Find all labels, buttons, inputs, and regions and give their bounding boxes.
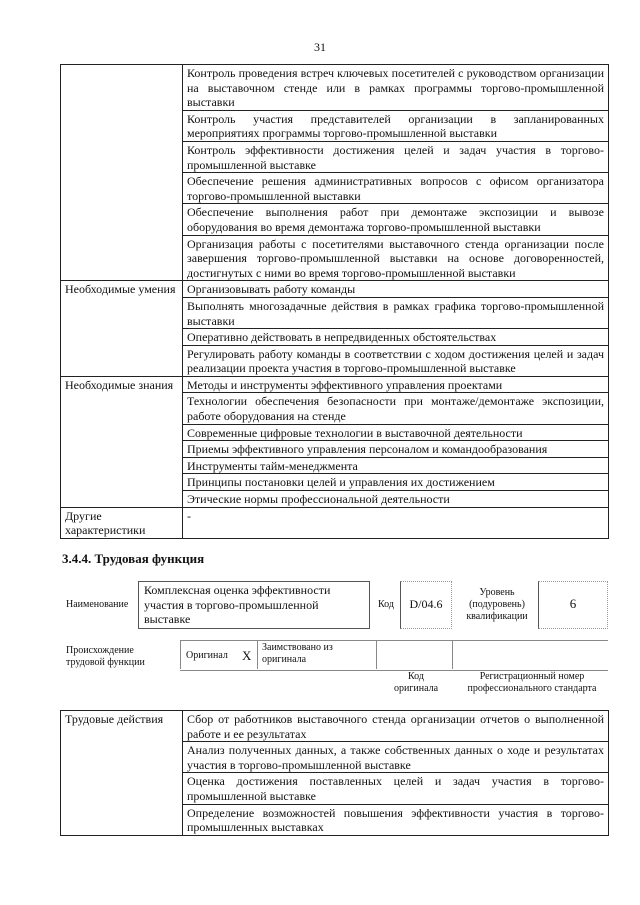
- table-row: [61, 281, 609, 298]
- qualification-level-field: 6: [538, 581, 608, 629]
- table-cell: Принципы постановки целей и управления их достижением: [183, 474, 609, 491]
- table-row: [61, 507, 609, 538]
- section-heading: 3.4.4. Трудовая функция: [62, 551, 205, 566]
- table-cell: Обеспечение выполнения работ при демонтаже экспозиции и вывозе оборудования во время демонтажа торгово-промышленной выставки: [183, 204, 609, 235]
- origin-divider: [376, 640, 377, 669]
- labor-actions-table: [60, 710, 609, 836]
- function-name-field: Комплексная оценка эффективности участия в торгово-промышленной выставке: [138, 581, 370, 629]
- original-checkmark: X: [242, 648, 252, 663]
- table-cell: Приемы эффективного управления персоналом и командообразования: [183, 441, 609, 458]
- table-cell: Контроль эффективности достижения целей и задач участия в торгово-промышленной выставке: [183, 141, 609, 172]
- origin-label: Происхождение трудовой функции: [66, 645, 145, 668]
- origin-divider: [452, 640, 453, 669]
- row-group-label: Необходимые знания: [61, 376, 183, 507]
- row-group-label: Трудовые действия: [61, 711, 183, 836]
- table-cell: Оперативно действовать в непредвиденных обстоятельствах: [183, 329, 609, 346]
- table-cell: Регулировать работу команды в соответствии с ходом достижения целей и задач реализации проекта участия в торгово-промышленной выставке: [183, 345, 609, 376]
- table-cell: Этические нормы профессиональной деятельности: [183, 491, 609, 508]
- origin-divider: [180, 640, 181, 669]
- table-cell: Организация работы с посетителями выставочного стенда организации после завершения торгово-промышленной выставки на основе договоренностей, достигнутых с ними во время торгово-промышленной выставки: [183, 235, 609, 281]
- table-cell: Обеспечение решения административных вопросов с офисом организатора торгово-промышленной выставки: [183, 173, 609, 204]
- table-cell: Анализ полученных данных, а также собственных данных о ходе и результатах участия в торгово-промышленной выставке: [183, 742, 609, 773]
- table-cell: Современные цифровые технологии в выставочной деятельности: [183, 424, 609, 441]
- caption-code-original: Код оригинала: [393, 671, 439, 694]
- competency-table: [60, 64, 609, 539]
- name-label: Наименование: [66, 599, 129, 610]
- origin-divider: [257, 640, 258, 669]
- table-cell: Инструменты тайм-менеджмента: [183, 457, 609, 474]
- table-row: [61, 711, 609, 742]
- table-cell: Контроль проведения встреч ключевых посетителей с руководством организации на выставочном стенде или в рамках программы торгово-промышленной выставки: [183, 65, 609, 111]
- table-cell: Оценка достижения поставленных целей и задач участия в торгово-промышленной выставке: [183, 773, 609, 804]
- table-cell: Сбор от работников выставочного стенда организации отчетов о выполненной работе и ее результатах: [183, 711, 609, 742]
- function-code-field: D/04.6: [400, 581, 452, 629]
- row-group-label: [61, 65, 183, 281]
- table-row: [61, 376, 609, 393]
- table-cell: Контроль участия представителей организации в запланированных мероприятиях программы торгово-промышленной выставки: [183, 110, 609, 141]
- page-number: 31: [314, 40, 326, 54]
- table-cell: Выполнять многозадачные действия в рамках графика торгово-промышленной выставки: [183, 297, 609, 328]
- row-group-label: Другие характеристики: [61, 507, 183, 538]
- table-row: [61, 65, 609, 111]
- borrowed-label: Заимствовано из оригинала: [262, 642, 333, 665]
- caption-registration-number: Регистрационный номер профессионального стандарта: [467, 671, 597, 694]
- table-cell: Технологии обеспечения безопасности при монтаже/демонтаже экспозиции, работе оборудования на стенде: [183, 393, 609, 424]
- level-label: Уровень (подуровень) квалификации: [466, 587, 528, 622]
- table-cell: Определение возможностей повышения эффективности участия в торгово-промышленных выставках: [183, 804, 609, 835]
- original-label: Оригинал: [186, 650, 228, 661]
- code-label: Код: [378, 599, 394, 610]
- table-cell: Методы и инструменты эффективного управления проектами: [183, 376, 609, 393]
- table-cell: -: [183, 507, 609, 538]
- row-group-label: Необходимые умения: [61, 281, 183, 377]
- table-cell: Организовывать работу команды: [183, 281, 609, 298]
